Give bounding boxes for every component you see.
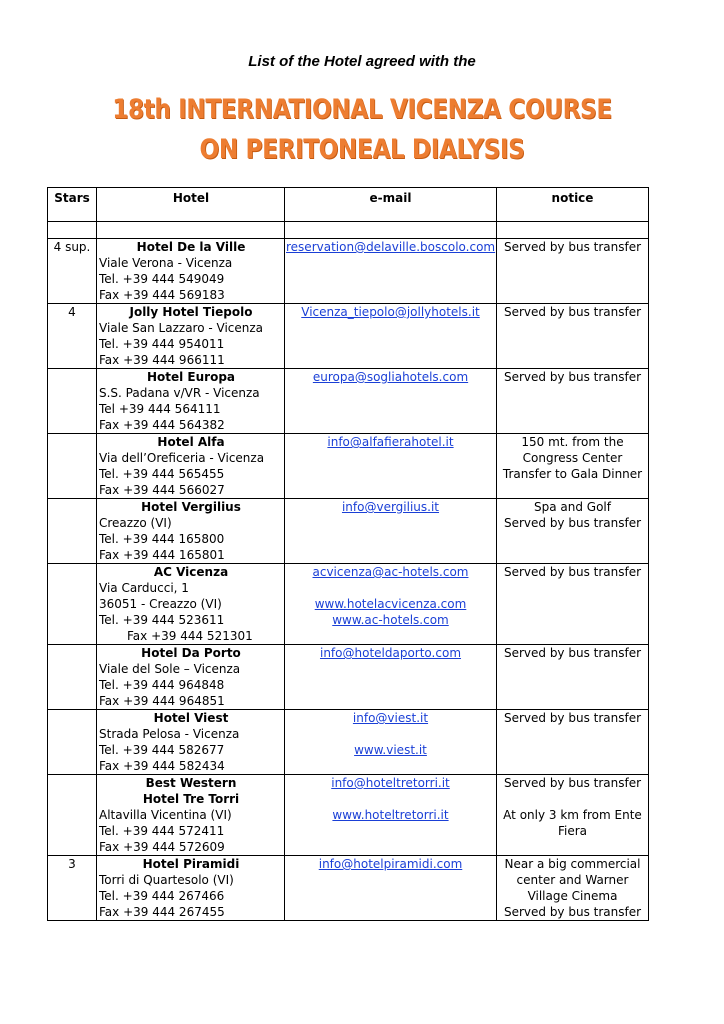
email-link[interactable]: info@viest.it	[352, 711, 429, 725]
hotel-name: Hotel Piramidi	[142, 857, 240, 871]
table-header-row	[48, 188, 649, 222]
hotel-row	[48, 645, 649, 710]
email-cell	[285, 710, 497, 775]
hotel-table	[47, 187, 649, 921]
hotel-name: Hotel Tre Torri	[142, 792, 240, 806]
spacer	[286, 791, 495, 807]
hotel-address-line: Altavilla Vicentina (VI)	[99, 808, 232, 822]
email-link[interactable]: info@hoteldaporto.com	[319, 646, 462, 660]
website-link[interactable]: www.viest.it	[354, 743, 427, 757]
hotel-row	[48, 369, 649, 434]
email-link[interactable]: info@hotelpiramidi.com	[318, 857, 463, 871]
hotel-address-line: Fax +39 444 521301	[127, 629, 253, 643]
notice-cell	[497, 304, 649, 369]
hotel-address-line: Fax +39 444 569183	[99, 288, 225, 302]
notice-cell	[497, 710, 649, 775]
hotel-address-line: Fax +39 444 966111	[99, 353, 225, 367]
stars-cell	[48, 775, 97, 856]
notice-line: Served by bus transfer	[503, 565, 642, 579]
email-cell	[285, 775, 497, 856]
notice-line: Served by bus transfer	[503, 905, 642, 919]
hotel-address-line: Torri di Quartesolo (VI)	[99, 873, 234, 887]
stars-cell: 4	[48, 304, 97, 369]
notice-line: Village Cinema	[527, 889, 618, 903]
stars-cell: 4 sup.	[48, 239, 97, 304]
hotel-name: Hotel De la Ville	[136, 240, 246, 254]
hotel-row	[48, 239, 649, 304]
hotel-address-line: Tel. +39 444 954011	[99, 337, 225, 351]
column-header-stars: Stars	[48, 188, 97, 222]
notice-line: Served by bus transfer	[503, 711, 642, 725]
hotel-cell	[97, 775, 285, 856]
hotel-name: AC Vicenza	[153, 565, 229, 579]
hotel-address-line: Tel. +39 444 165800	[99, 532, 225, 546]
hotel-address-line: Tel. +39 444 565455	[99, 467, 225, 481]
hotel-address-line: Fax +39 444 566027	[99, 483, 225, 497]
email-link[interactable]: info@alfafierahotel.it	[327, 435, 454, 449]
notice-line: Near a big commercial	[504, 857, 641, 871]
hotel-cell	[97, 304, 285, 369]
notice-cell	[497, 564, 649, 645]
hotel-address-line: Creazzo (VI)	[99, 516, 172, 530]
hotel-cell	[97, 369, 285, 434]
email-cell	[285, 239, 497, 304]
email-link[interactable]: reservation@delaville.boscolo.com	[286, 240, 496, 254]
email-cell	[285, 564, 497, 645]
email-cell	[285, 645, 497, 710]
hotel-address-line: 36051 - Creazzo (VI)	[99, 597, 222, 611]
notice-cell	[497, 645, 649, 710]
hotel-address-line: Via dell’Oreficeria - Vicenza	[99, 451, 265, 465]
notice-line: Served by bus transfer	[503, 305, 642, 319]
notice-line: At only 3 km from Ente	[503, 808, 642, 822]
hotel-address-line: Tel. +39 444 964848	[99, 678, 225, 692]
email-link[interactable]: info@hoteltretorri.it	[331, 776, 450, 790]
hotel-address-line: Tel +39 444 564111	[99, 402, 221, 416]
notice-line: Spa and Golf	[534, 500, 611, 514]
email-link[interactable]: europa@sogliahotels.com	[312, 370, 469, 384]
notice-cell	[497, 239, 649, 304]
course-title-line-2: ON PERITONEAL DIALYSIS	[199, 134, 525, 165]
notice-line: Congress Center	[522, 451, 623, 465]
hotel-name: Hotel Vergilius	[141, 500, 241, 514]
notice-line: Served by bus transfer	[503, 240, 642, 254]
hotel-cell	[97, 645, 285, 710]
column-header-notice: notice	[497, 188, 649, 222]
table-body	[48, 222, 649, 921]
hotel-row	[48, 564, 649, 645]
hotel-name: Hotel Europa	[146, 370, 236, 384]
hotel-address-line: Fax +39 444 267455	[99, 905, 225, 919]
hotel-name: Jolly Hotel Tiepolo	[129, 305, 253, 319]
hotel-address-line: Fax +39 444 564382	[99, 418, 225, 432]
email-cell	[285, 304, 497, 369]
hotel-cell	[97, 856, 285, 921]
hotel-address-line: Tel. +39 444 523611	[99, 613, 225, 627]
column-header-hotel: Hotel	[97, 188, 285, 222]
blank-cell	[285, 222, 497, 239]
column-header-email: e-mail	[285, 188, 497, 222]
hotel-address-line: Tel. +39 444 582677	[99, 743, 225, 757]
hotel-row	[48, 710, 649, 775]
email-cell	[285, 856, 497, 921]
website-link[interactable]: www.hotelacvicenza.com	[314, 597, 467, 611]
hotel-address-line: Via Carducci, 1	[99, 581, 189, 595]
hotel-address-line: Strada Pelosa - Vicenza	[99, 727, 240, 741]
stars-cell	[48, 369, 97, 434]
notice-line: Served by bus transfer	[503, 646, 642, 660]
hotel-address-line: Fax +39 444 165801	[99, 548, 225, 562]
website-link[interactable]: www.hoteltretorri.it	[332, 808, 449, 822]
stars-cell	[48, 645, 97, 710]
notice-cell	[497, 369, 649, 434]
hotel-row	[48, 304, 649, 369]
stars-cell	[48, 434, 97, 499]
notice-line: Fiera	[557, 824, 588, 838]
hotel-cell	[97, 564, 285, 645]
notice-line: 150 mt. from the	[521, 435, 624, 449]
blank-row	[48, 222, 649, 239]
email-cell	[285, 434, 497, 499]
notice-line: Served by bus transfer	[503, 516, 642, 530]
stars-cell	[48, 564, 97, 645]
stars-cell	[48, 710, 97, 775]
hotel-cell	[97, 239, 285, 304]
notice-line: center and Warner	[516, 873, 629, 887]
hotel-address-line: Viale San Lazzaro - Vicenza	[99, 321, 264, 335]
email-link[interactable]: info@vergilius.it	[341, 500, 440, 514]
notice-line: Transfer to Gala Dinner	[502, 467, 643, 481]
notice-cell	[497, 775, 649, 856]
stars-cell: 3	[48, 856, 97, 921]
hotel-address-line: Fax +39 444 582434	[99, 759, 225, 773]
blank-cell	[48, 222, 97, 239]
hotel-address-line: Tel. +39 444 267466	[99, 889, 225, 903]
hotel-address-line: Viale Verona - Vicenza	[99, 256, 233, 270]
course-title-line-1: 18th INTERNATIONAL VICENZA COURSE	[112, 94, 612, 125]
hotel-address-line: Fax +39 444 964851	[99, 694, 225, 708]
hotel-cell	[97, 710, 285, 775]
notice-line: Served by bus transfer	[503, 370, 642, 384]
hotel-row	[48, 499, 649, 564]
hotel-name: Hotel Da Porto	[141, 646, 241, 660]
blank-cell	[97, 222, 285, 239]
hotel-cell	[97, 499, 285, 564]
spacer	[286, 580, 495, 596]
hotel-row	[48, 434, 649, 499]
hotel-address-line: Fax +39 444 572609	[99, 840, 225, 854]
notice-line: Served by bus transfer	[503, 776, 642, 790]
hotel-address-line: Tel. +39 444 549049	[99, 272, 225, 286]
hotel-name: Hotel Alfa	[157, 435, 225, 449]
hotel-name: Hotel Viest	[153, 711, 229, 725]
blank-cell	[497, 222, 649, 239]
hotel-row	[48, 856, 649, 921]
spacer	[498, 791, 647, 807]
hotel-address-line: S.S. Padana v/VR - Vicenza	[99, 386, 260, 400]
hotel-row	[48, 775, 649, 856]
hotel-cell	[97, 434, 285, 499]
email-link[interactable]: acvicenza@ac-hotels.com	[312, 565, 469, 579]
notice-cell	[497, 856, 649, 921]
email-cell	[285, 499, 497, 564]
hotel-name: Best Western	[145, 776, 237, 790]
email-link[interactable]: Vicenza_tiepolo@jollyhotels.it	[301, 305, 480, 319]
stars-cell	[48, 499, 97, 564]
hotel-address-line: Tel. +39 444 572411	[99, 824, 225, 838]
hotel-address-line: Viale del Sole – Vicenza	[99, 662, 241, 676]
spacer	[286, 726, 495, 742]
website-link[interactable]: www.ac-hotels.com	[332, 613, 449, 627]
notice-cell	[497, 434, 649, 499]
intro-text: List of the Hotel agreed with the	[248, 53, 476, 70]
email-cell	[285, 369, 497, 434]
notice-cell	[497, 499, 649, 564]
